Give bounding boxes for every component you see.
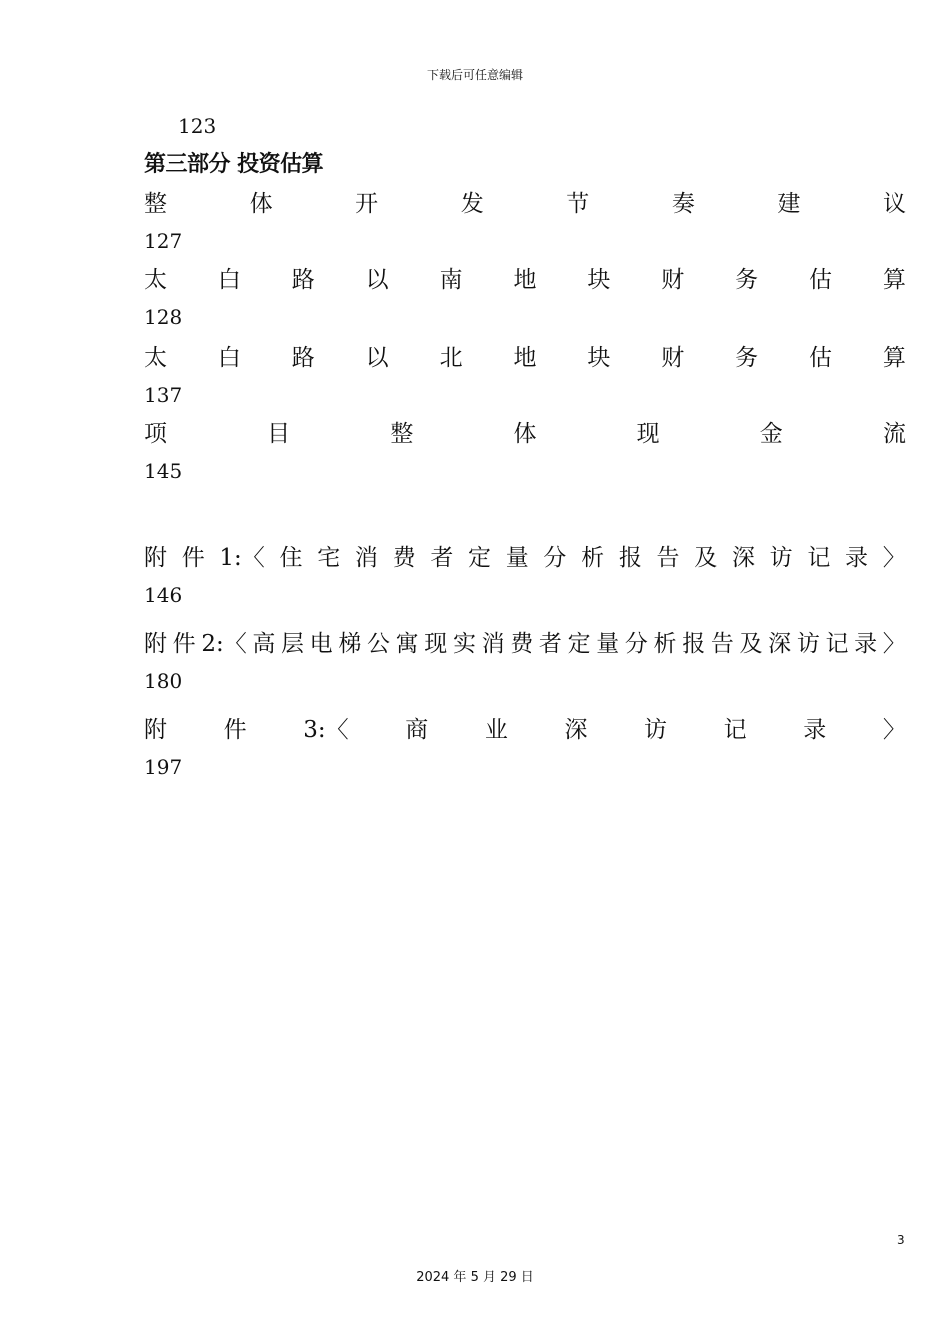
toc-entry-page-number: 137 [144, 383, 183, 407]
toc-title-char: 及 [739, 631, 763, 657]
toc-title-char: 目 [267, 421, 291, 447]
toc-title-char: 地 [513, 345, 537, 371]
toc-entry-title[interactable] [144, 344, 906, 372]
toc-title-char: 块 [587, 345, 611, 371]
toc-title-char: 记 [723, 717, 747, 743]
toc-title-char: 〉 [882, 717, 906, 743]
toc-title-char: 以 [365, 267, 389, 293]
toc-entry-title[interactable] [144, 266, 906, 294]
toc-title-char: 务 [735, 267, 759, 293]
toc-title-char: 者 [430, 545, 454, 571]
toc-title-char: 2:〈 [201, 631, 247, 657]
toc-title-char: 以 [365, 345, 389, 371]
toc-title-char: 估 [809, 345, 833, 371]
toc-title-char: 公 [366, 631, 390, 657]
toc-title-char: 体 [513, 421, 537, 447]
toc-title-char: 分 [624, 631, 648, 657]
toc-title-char: 附 [144, 631, 167, 657]
toc-title-char: 南 [439, 267, 463, 293]
toc-title-char: 访 [644, 717, 668, 743]
toc-title-char: 算 [882, 267, 906, 293]
toc-title-char: 开 [355, 191, 379, 217]
toc-title-char: 记 [807, 545, 831, 571]
toc-title-char: 分 [543, 545, 567, 571]
toc-title-char: 告 [710, 631, 734, 657]
toc-title-char: 费 [392, 545, 416, 571]
toc-title-char: 量 [596, 631, 620, 657]
toc-title-char: 件 [223, 717, 247, 743]
toc-title-char: 寓 [395, 631, 419, 657]
toc-title-char: 太 [144, 345, 167, 371]
toc-title-char: 路 [291, 345, 315, 371]
toc-title-char: 深 [564, 717, 588, 743]
toc-title-char: 商 [405, 717, 429, 743]
toc-entry-page-number: 128 [144, 305, 183, 329]
toc-title-char: 消 [354, 545, 378, 571]
toc-title-char: 录 [845, 545, 869, 571]
toc-title-char: 定 [468, 545, 492, 571]
toc-title-char: 块 [587, 267, 611, 293]
toc-title-char: 费 [510, 631, 534, 657]
toc-entry-page-number: 145 [144, 459, 183, 483]
toc-title-char: 财 [661, 345, 685, 371]
toc-title-char: 白 [217, 267, 241, 293]
toc-title-char: 3:〈 [303, 717, 349, 743]
toc-title-char: 高 [252, 631, 276, 657]
toc-title-char: 发 [460, 191, 484, 217]
toc-title-char: 住 [279, 545, 303, 571]
toc-title-char: 节 [566, 191, 590, 217]
toc-title-char: 析 [581, 545, 605, 571]
toc-title-char: 整 [390, 421, 414, 447]
toc-title-char: 建 [777, 191, 801, 217]
toc-entry-page-number: 127 [144, 229, 183, 253]
toc-title-char: 财 [661, 267, 685, 293]
page-header: 下载后可任意编辑 [426, 68, 523, 82]
toc-entry-page-number: 146 [144, 583, 183, 607]
previous-page-number: 123 [178, 114, 217, 138]
toc-title-char: 实 [452, 631, 476, 657]
toc-title-char: 〉 [882, 545, 906, 571]
toc-title-char: 现 [636, 421, 660, 447]
toc-title-char: 报 [618, 545, 642, 571]
toc-title-char: 务 [735, 345, 759, 371]
toc-title-char: 件 [172, 631, 196, 657]
section-title: 第三部分 投资估算 [144, 152, 324, 177]
page-number: 3 [897, 1233, 905, 1247]
toc-title-char: 1:〈 [219, 545, 265, 571]
toc-title-char: 量 [505, 545, 529, 571]
toc-title-char: 者 [538, 631, 562, 657]
toc-title-char: 析 [653, 631, 677, 657]
toc-title-char: 地 [513, 267, 537, 293]
toc-title-char: 告 [656, 545, 680, 571]
toc-title-char: 附 [144, 545, 167, 571]
toc-entry-title[interactable] [144, 190, 906, 218]
toc-title-char: 深 [768, 631, 792, 657]
toc-title-char: 太 [144, 267, 167, 293]
toc-title-char: 录 [803, 717, 827, 743]
toc-title-char: 〉 [882, 631, 906, 657]
toc-title-char: 议 [882, 191, 906, 217]
toc-entry-page-number: 197 [144, 755, 183, 779]
toc-entry-title[interactable] [144, 716, 906, 744]
toc-title-char: 估 [809, 267, 833, 293]
toc-title-char: 电 [309, 631, 333, 657]
toc-title-char: 件 [181, 545, 205, 571]
toc-title-char: 宅 [317, 545, 341, 571]
toc-title-char: 体 [249, 191, 273, 217]
toc-title-char: 项 [144, 421, 167, 447]
toc-title-char: 金 [759, 421, 783, 447]
toc-title-char: 奏 [671, 191, 695, 217]
toc-title-char: 路 [291, 267, 315, 293]
toc-title-char: 访 [769, 545, 793, 571]
toc-title-char: 访 [796, 631, 820, 657]
toc-entry-title[interactable] [144, 544, 906, 572]
toc-title-char: 深 [731, 545, 755, 571]
toc-title-char: 白 [217, 345, 241, 371]
toc-title-char: 报 [682, 631, 706, 657]
footer-date: 2024 年 5 月 29 日 [416, 1270, 534, 1285]
toc-title-char: 记 [825, 631, 849, 657]
toc-title-char: 录 [854, 631, 878, 657]
toc-title-char: 定 [567, 631, 591, 657]
toc-title-char: 北 [439, 345, 463, 371]
toc-title-char: 及 [694, 545, 718, 571]
toc-title-char: 附 [144, 717, 167, 743]
toc-entry-title[interactable] [144, 420, 906, 448]
toc-title-char: 流 [882, 421, 906, 447]
toc-title-char: 算 [882, 345, 906, 371]
toc-entry-page-number: 180 [144, 669, 183, 693]
toc-title-char: 业 [484, 717, 508, 743]
toc-title-char: 现 [424, 631, 448, 657]
toc-title-char: 梯 [338, 631, 362, 657]
toc-entry-title[interactable] [144, 630, 906, 658]
toc-title-char: 层 [281, 631, 305, 657]
toc-title-char: 消 [481, 631, 505, 657]
toc-title-char: 整 [144, 191, 167, 217]
